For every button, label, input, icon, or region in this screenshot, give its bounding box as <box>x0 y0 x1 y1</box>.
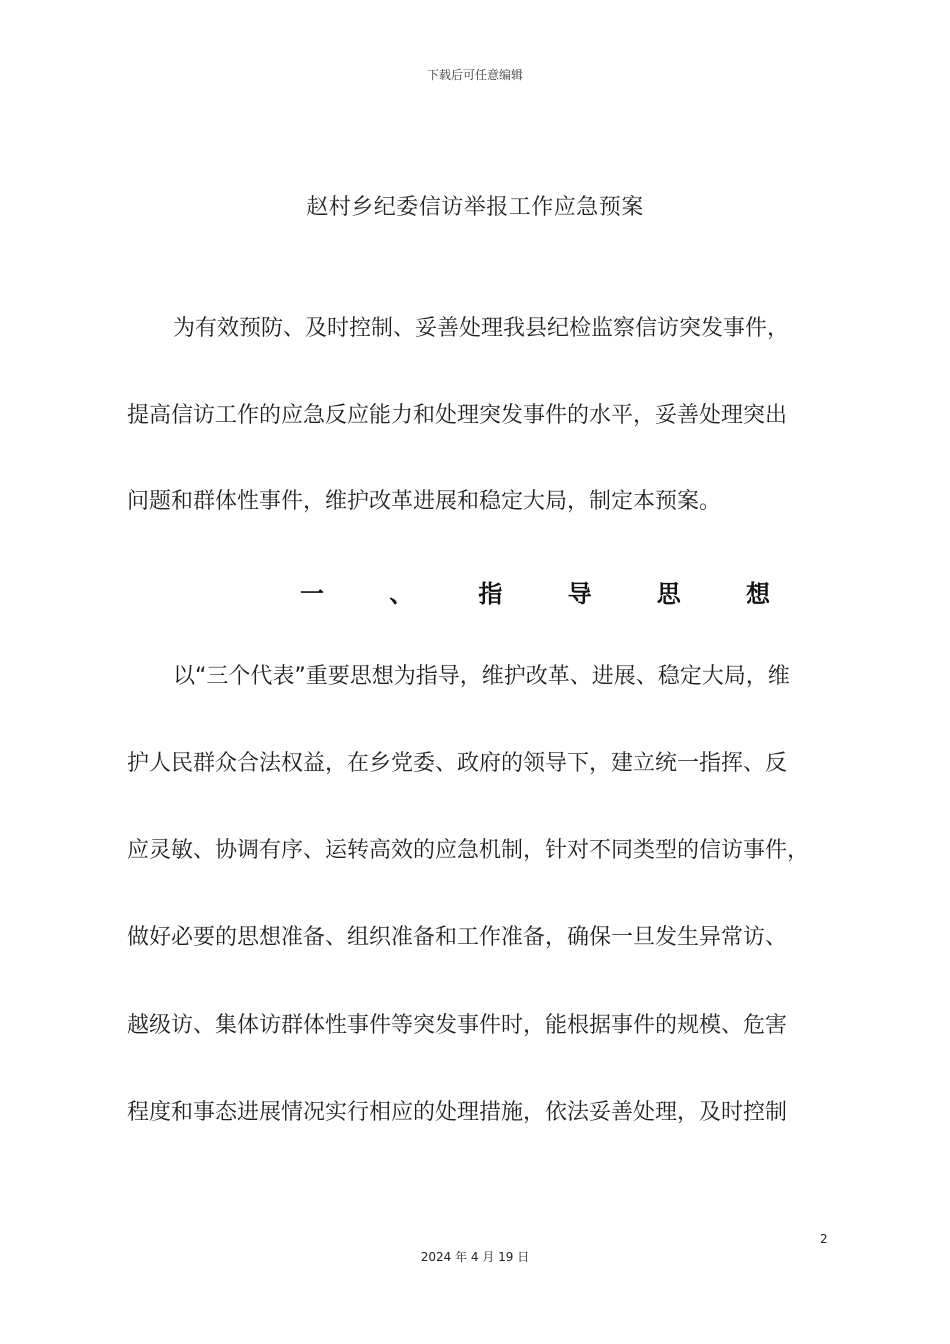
footer-date: 2024 年 4 月 19 日 <box>420 1250 530 1264</box>
section-heading <box>300 574 770 609</box>
heading-char: 思 <box>656 580 681 608</box>
paragraph-line: 护人民群众合法权益，在乡党委、政府的领导下，建立统一指挥、反 <box>127 751 788 776</box>
paragraph-line: 做好必要的思想准备、组织准备和工作准备，确保一旦发生异常访、 <box>127 925 788 950</box>
document-title: 赵村乡纪委信访举报工作应急预案 <box>306 195 644 220</box>
paragraph-line: 以“三个代表”重要思想为指导，维护改革、进展、稳定大局，维 <box>173 664 790 689</box>
header-note: 下载后可任意编辑 <box>426 68 523 82</box>
paragraph-line: 问题和群体性事件，维护改革进展和稳定大局，制定本预案。 <box>127 489 722 514</box>
paragraph-line: 程度和事态进展情况实行相应的处理措施，依法妥善处理，及时控制 <box>127 1100 788 1125</box>
paragraph-line: 应灵敏、协调有序、运转高效的应急机制，针对不同类型的信访事件， <box>127 838 810 863</box>
heading-char: 想 <box>745 580 770 608</box>
heading-char: 导 <box>567 580 592 608</box>
heading-char: 一 <box>300 580 324 608</box>
page-number: 2 <box>820 1232 828 1246</box>
heading-char: 、 <box>389 580 414 608</box>
paragraph-line: 提高信访工作的应急反应能力和处理突发事件的水平，妥善处理突出 <box>127 403 788 428</box>
heading-char: 指 <box>478 580 503 608</box>
paragraph-line: 越级访、集体访群体性事件等突发事件时，能根据事件的规模、危害 <box>127 1013 788 1038</box>
paragraph-line: 为有效预防、及时控制、妥善处理我县纪检监察信访突发事件， <box>173 316 790 341</box>
